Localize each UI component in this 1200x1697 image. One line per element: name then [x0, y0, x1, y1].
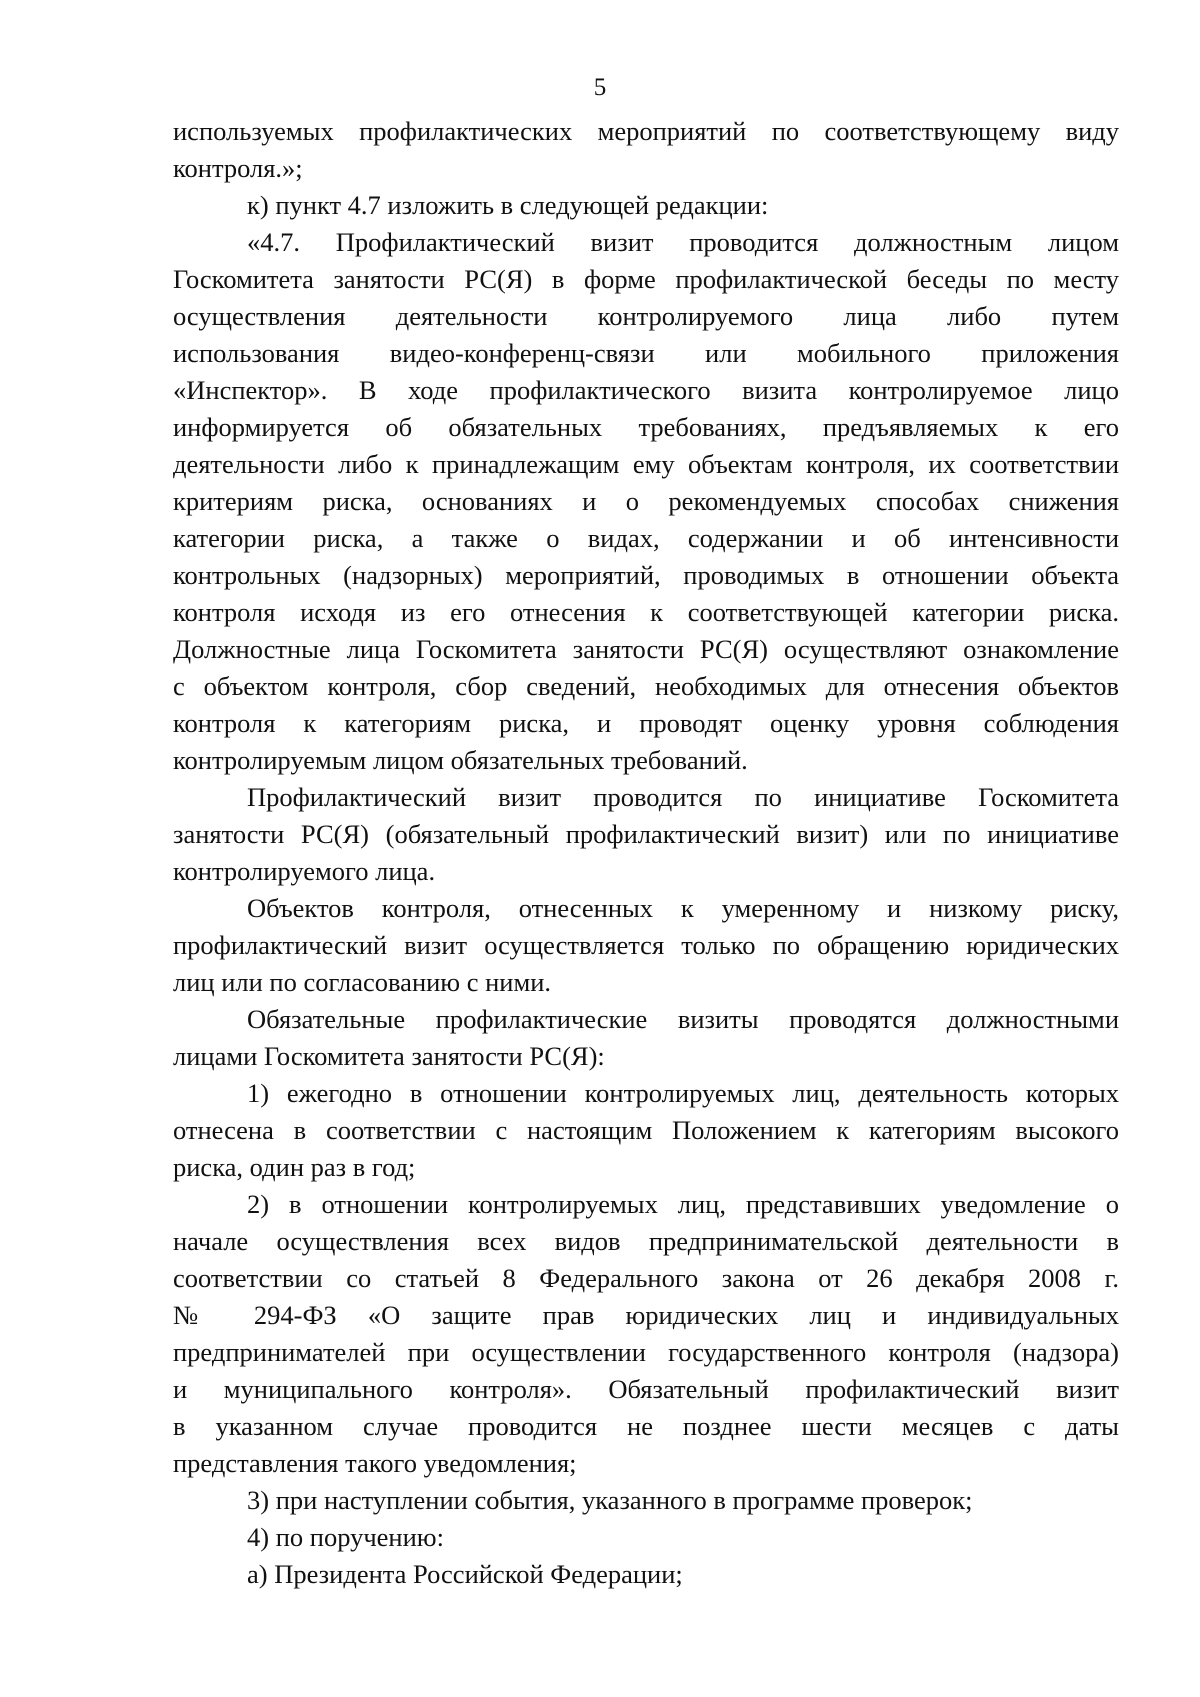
- text-line: контроля исходя из его отнесения к соответствующей категории риска.: [173, 597, 1119, 627]
- text-line: в указанном случае проводится не позднее шести месяцев с даты: [173, 1411, 1119, 1441]
- page-number: 5: [593, 74, 607, 101]
- text-line: контроля.»;: [173, 153, 303, 183]
- text-line: деятельности либо к принадлежащим ему объектам контроля, их соответствии: [173, 449, 1119, 479]
- text-line: а) Президента Российской Федерации;: [247, 1559, 683, 1589]
- text-line: представления такого уведомления;: [173, 1448, 577, 1478]
- text-line: с объектом контроля, сбор сведений, необходимых для отнесения объектов: [173, 671, 1119, 701]
- text-line: информируется об обязательных требованиях, предъявляемых к его: [173, 412, 1119, 442]
- text-line: осуществления деятельности контролируемого лица либо путем: [173, 301, 1119, 331]
- text-line: риска, один раз в год;: [173, 1152, 416, 1182]
- text-line: и муниципального контроля». Обязательный профилактический визит: [173, 1374, 1119, 1404]
- text-line: «4.7. Профилактический визит проводится должностным лицом: [247, 227, 1119, 257]
- text-line: соответствии со статьей 8 Федерального закона от 26 декабря 2008 г.: [173, 1263, 1119, 1293]
- text-line: Госкомитета занятости РС(Я) в форме профилактической беседы по месту: [173, 264, 1119, 294]
- text-line: использования видео-конференц-связи или мобильного приложения: [173, 338, 1119, 368]
- text-line: используемых профилактических мероприятий по соответствующему виду: [173, 116, 1119, 146]
- text-line: предпринимателей при осуществлении государственного контроля (надзора): [173, 1337, 1119, 1367]
- text-line: начале осуществления всех видов предпринимательской деятельности в: [173, 1226, 1119, 1256]
- text-line: категории риска, а также о видах, содержании и об интенсивности: [173, 523, 1119, 553]
- text-line: 2) в отношении контролируемых лиц, представивших уведомление о: [247, 1189, 1119, 1219]
- text-line: контрольных (надзорных) мероприятий, проводимых в отношении объекта: [173, 560, 1119, 590]
- text-line: Профилактический визит проводится по инициативе Госкомитета: [247, 782, 1119, 812]
- text-line: занятости РС(Я) (обязательный профилактический визит) или по инициативе: [173, 819, 1119, 849]
- text-line: контролируемым лицом обязательных требований.: [173, 745, 748, 775]
- text-line: контроля к категориям риска, и проводят оценку уровня соблюдения: [173, 708, 1119, 738]
- text-line: лицами Госкомитета занятости РС(Я):: [173, 1041, 605, 1071]
- text-line: отнесена в соответствии с настоящим Положением к категориям высокого: [173, 1115, 1119, 1145]
- document-body: [173, 113, 1119, 1593]
- text-line: к) пункт 4.7 изложить в следующей редакции:: [247, 190, 769, 220]
- text-line: 3) при наступлении события, указанного в программе проверок;: [247, 1485, 973, 1515]
- text-line: профилактический визит осуществляется только по обращению юридических: [173, 930, 1119, 960]
- text-line: 4) по поручению:: [247, 1522, 444, 1552]
- text-line: Обязательные профилактические визиты проводятся должностными: [247, 1004, 1119, 1034]
- text-line: Должностные лица Госкомитета занятости РС(Я) осуществляют ознакомление: [173, 634, 1119, 664]
- text-line: № 294-ФЗ «О защите прав юридических лиц и индивидуальных: [173, 1300, 1119, 1330]
- text-line: Объектов контроля, отнесенных к умеренному и низкому риску,: [247, 893, 1119, 923]
- text-line: 1) ежегодно в отношении контролируемых лиц, деятельность которых: [247, 1078, 1119, 1108]
- text-line: критериям риска, основаниях и о рекомендуемых способах снижения: [173, 486, 1119, 516]
- text-line: контролируемого лица.: [173, 856, 436, 886]
- text-line: «Инспектор». В ходе профилактического визита контролируемое лицо: [173, 375, 1119, 405]
- text-line: лиц или по согласованию с ними.: [173, 967, 552, 997]
